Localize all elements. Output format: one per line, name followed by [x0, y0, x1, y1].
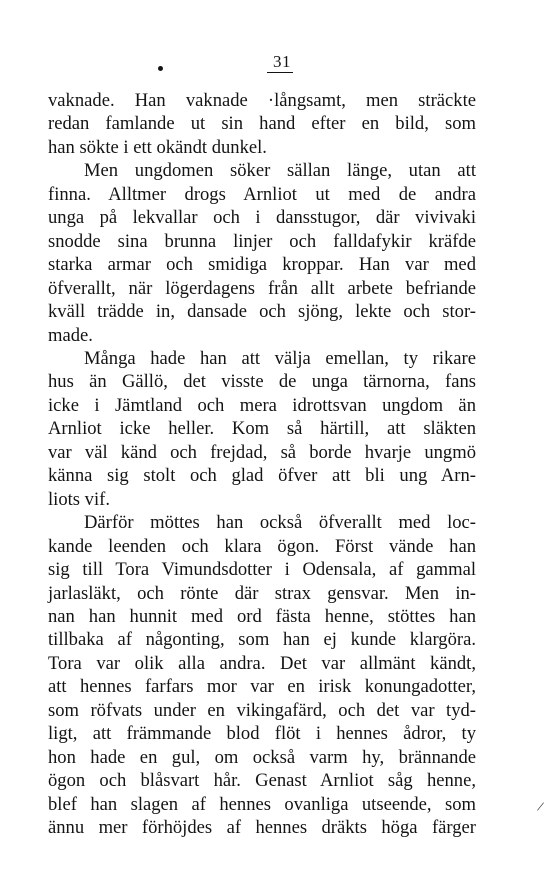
text-line: känna sig stolt och glad öfver att bli ung Arn- [48, 465, 476, 487]
text-line: som röfvats under en vikingafärd, och det var tyd- [48, 699, 476, 721]
text-line: Många hade han att välja emellan, ty rikare [84, 347, 476, 369]
text-line: Därför möttes han också öfverallt med loc- [84, 512, 476, 534]
text-line: nan han hunnit med ord fästa henne, stöttes han [48, 605, 476, 627]
text-line: Arnliot icke heller. Kom så härtill, att släkten [48, 418, 476, 440]
text-line: jarlasläkt, och rönte där strax gensvar. Men in- [48, 582, 476, 604]
text-line: Men ungdomen söker sällan länge, utan att [84, 160, 476, 182]
text-line: finna. Alltmer drogs Arnliot ut med de andra [48, 183, 476, 205]
text-line: han sökte i ett okändt dunkel. [48, 136, 267, 158]
text-line: hus än Gällö, det visste de unga tärnorna, fans [48, 371, 476, 393]
text-line: hon hade en gul, om också varm hy, brännande [48, 746, 476, 768]
text-line: ännu mer förhöjdes af hennes dräkts höga färger [48, 817, 476, 839]
text-line: redan famlande ut sin hand efter en bild, som [48, 113, 476, 135]
text-line: icke i Jämtland och mera idrottsvan ungdom än [48, 394, 476, 416]
text-line: ligt, att främmande blod flöt i hennes ådror, ty [48, 723, 476, 745]
text-line: unga på lekvallar och i dansstugor, där vivivaki [48, 207, 476, 229]
text-line: blef han slagen af hennes ovanliga utseende, som [48, 793, 476, 815]
text-line: ögon och blåsvart hår. Genast Arnliot såg henne, [48, 770, 476, 792]
text-line: öfverallt, när lögerdagens från allt arbete befriande [48, 277, 476, 299]
text-line: liots vif. [48, 488, 110, 510]
text-line: snodde sina brunna linjer och falldafykir kräfde [48, 230, 476, 252]
text-line: tillbaka af någonting, som han ej kunde klargöra. [48, 629, 476, 651]
text-line: kande leenden och klara ögon. Först vände han [48, 535, 476, 557]
page-number-text: 31 [267, 52, 293, 73]
text-line: var väl känd och frejdad, så borde hvarje ungmö [48, 441, 476, 463]
page-number [0, 52, 560, 72]
body-text [48, 89, 476, 840]
text-line: vaknade. Han vaknade ·långsamt, men sträckte [48, 90, 476, 111]
text-line: starka armar och smidiga kroppar. Han var med [48, 254, 476, 276]
text-line: made. [48, 324, 93, 346]
text-line: att hennes farfars mor var en irisk konungadotter, [48, 676, 476, 698]
text-line: kväll trädde in, dansade och sjöng, lekte och stor- [48, 301, 476, 323]
margin-mark: / [535, 799, 545, 816]
text-line: sig till Tora Vimundsdotter i Odensala, af gammal [48, 559, 476, 581]
text-line: Tora var olik alla andra. Det var allmänt kändt, [48, 652, 476, 674]
